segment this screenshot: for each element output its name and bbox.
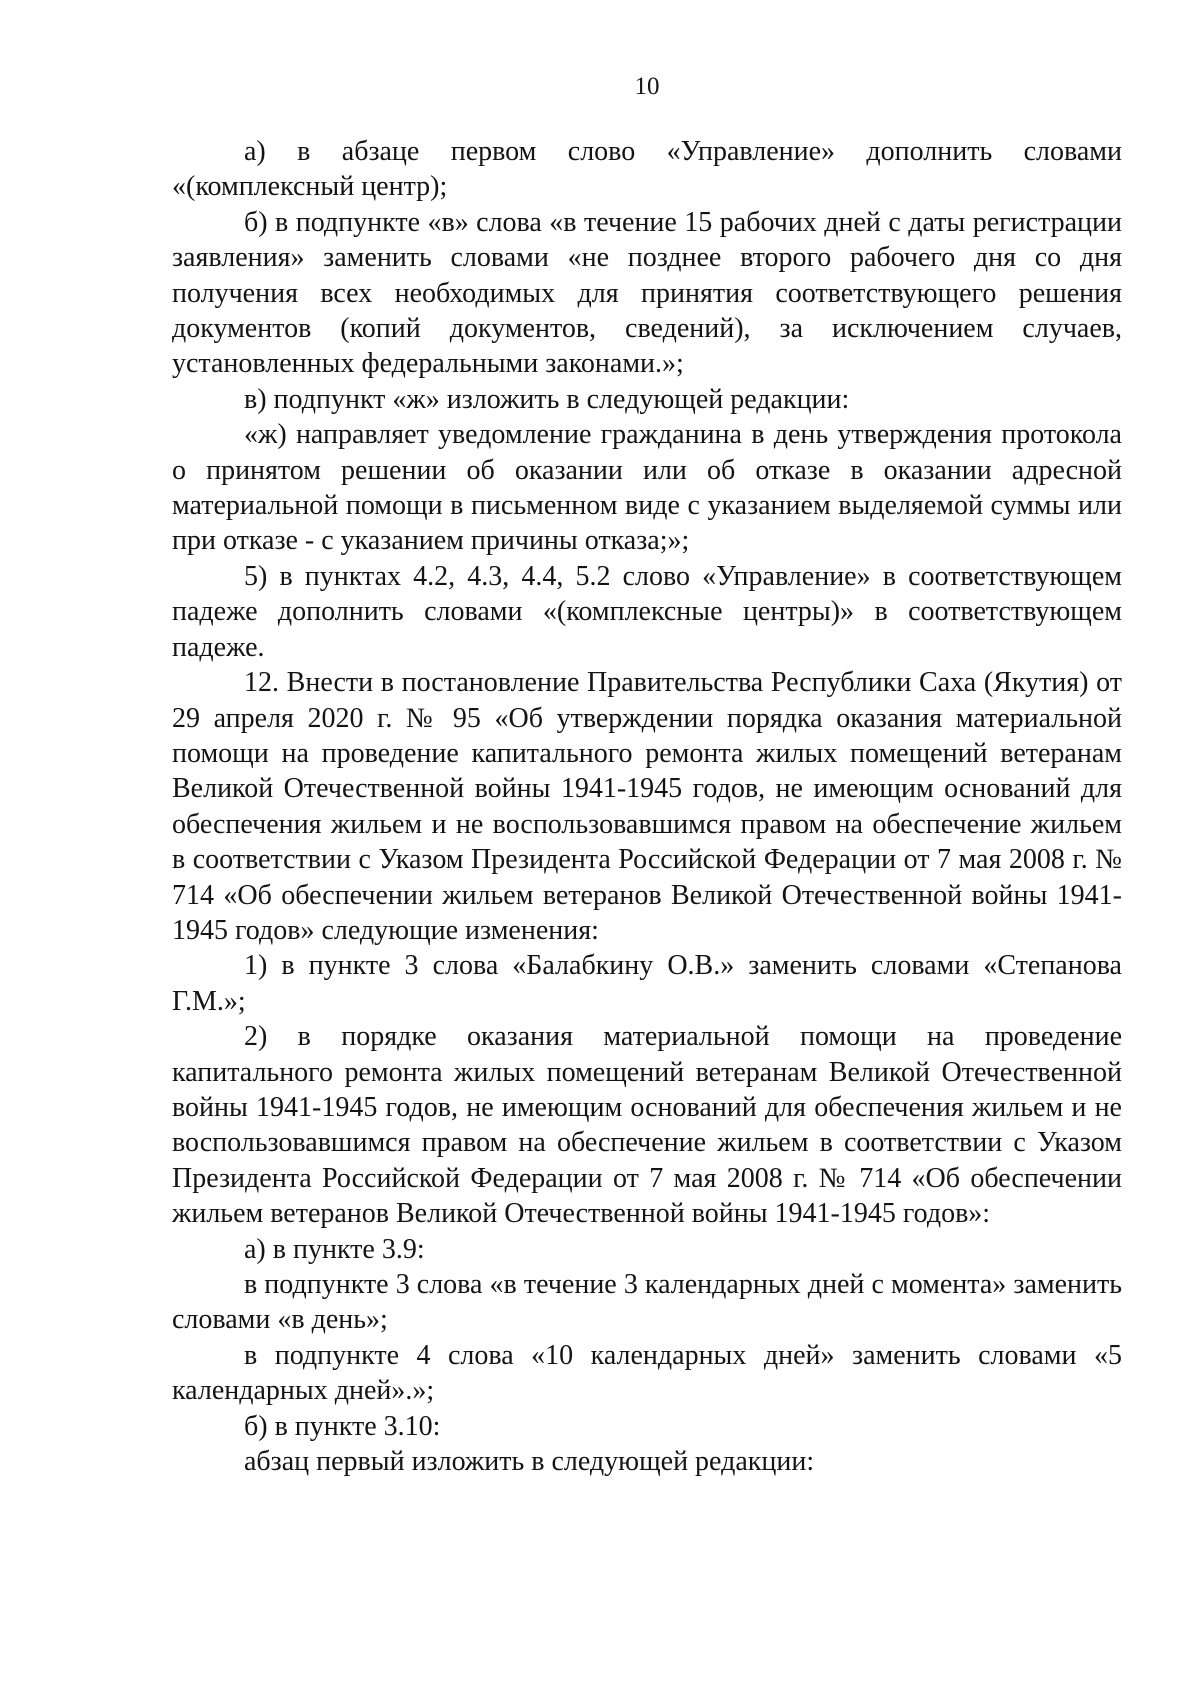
paragraph-5-points: 5) в пунктах 4.2, 4.3, 4.4, 5.2 слово «Управление» в соответствующем падеже дополнить словами «(комплексные центры)» в соответствующем падеже. — [172, 560, 1122, 663]
document-body — [172, 134, 1122, 1479]
paragraph-subpoint-4: в подпункте 4 слова «10 календарных дней» заменить словами «5 календарных дней».»; — [172, 1339, 1122, 1407]
paragraph-b-point-3-10: б) в пункте 3.10: — [244, 1410, 441, 1442]
paragraph-zh-new-text: «ж) направляет уведомление гражданина в день утверждения протокола о принятом решении об оказании или об отказе в оказании адресной материальной помощи в письменном виде с указанием выделяемой суммы или при отказе - с указанием причины отказа;»; — [172, 419, 1122, 557]
paragraph-first-abzac-new: абзац первый изложить в следующей редакции: — [244, 1446, 815, 1478]
page-number: 10 — [634, 73, 660, 100]
paragraph-subpoint-3: в подпункте 3 слова «в течение 3 календарных дней с момента» заменить словами «в день»; — [172, 1269, 1122, 1336]
paragraph-12-amend-resolution: 12. Внести в постановление Правительства Республики Саха (Якутия) от 29 апреля 2020 г. № 95 «Об утверждении порядка оказания материальной помощи на проведение капитального ремонта жилых помещений ветеранам Великой Отечественной войны 1941-1945 годов, не имеющим оснований для обеспечения жильем и не воспользовавшимся правом на обеспечение жильем в соответствии с Указом Президента Российской Федерации от 7 мая 2008 г. № 714 «Об обеспечении жильем ветеранов Великой Отечественной войны 1941-1945 годов» следующие изменения: — [172, 667, 1122, 946]
paragraph-a-first-abzac: а) в абзаце первом слово «Управление» дополнить словами «(комплексный центр); — [172, 136, 1122, 203]
paragraph-1-point-3: 1) в пункте 3 слова «Балабкину О.В.» заменить словами «Степанова Г.М.»; — [172, 950, 1122, 1017]
paragraph-a-point-3-9: а) в пункте 3.9: — [244, 1233, 425, 1265]
paragraph-b-subpoint-v: б) в подпункте «в» слова «в течение 15 рабочих дней с даты регистрации заявления» заменить словами «не позднее второго рабочего дня со дня получения всех необходимых для принятия соответствующего решения документов (копий документов, сведений), за исключением случаев, установленных федеральными законами.»; — [172, 206, 1122, 380]
paragraph-2-procedure: 2) в порядке оказания материальной помощи на проведение капитального ремонта жилых помещений ветеранам Великой Отечественной войны 1941-1945 годов, не имеющим оснований для обеспечения жильем и не воспользовавшимся правом на обеспечение жильем в соответствии с Указом Президента Российской Федерации от 7 мая 2008 г. № 714 «Об обеспечении жильем ветеранов Великой Отечественной войны 1941-1945 годов»: — [172, 1021, 1122, 1230]
paragraph-v-subpoint-zh: в) подпункт «ж» изложить в следующей редакции: — [244, 383, 850, 415]
